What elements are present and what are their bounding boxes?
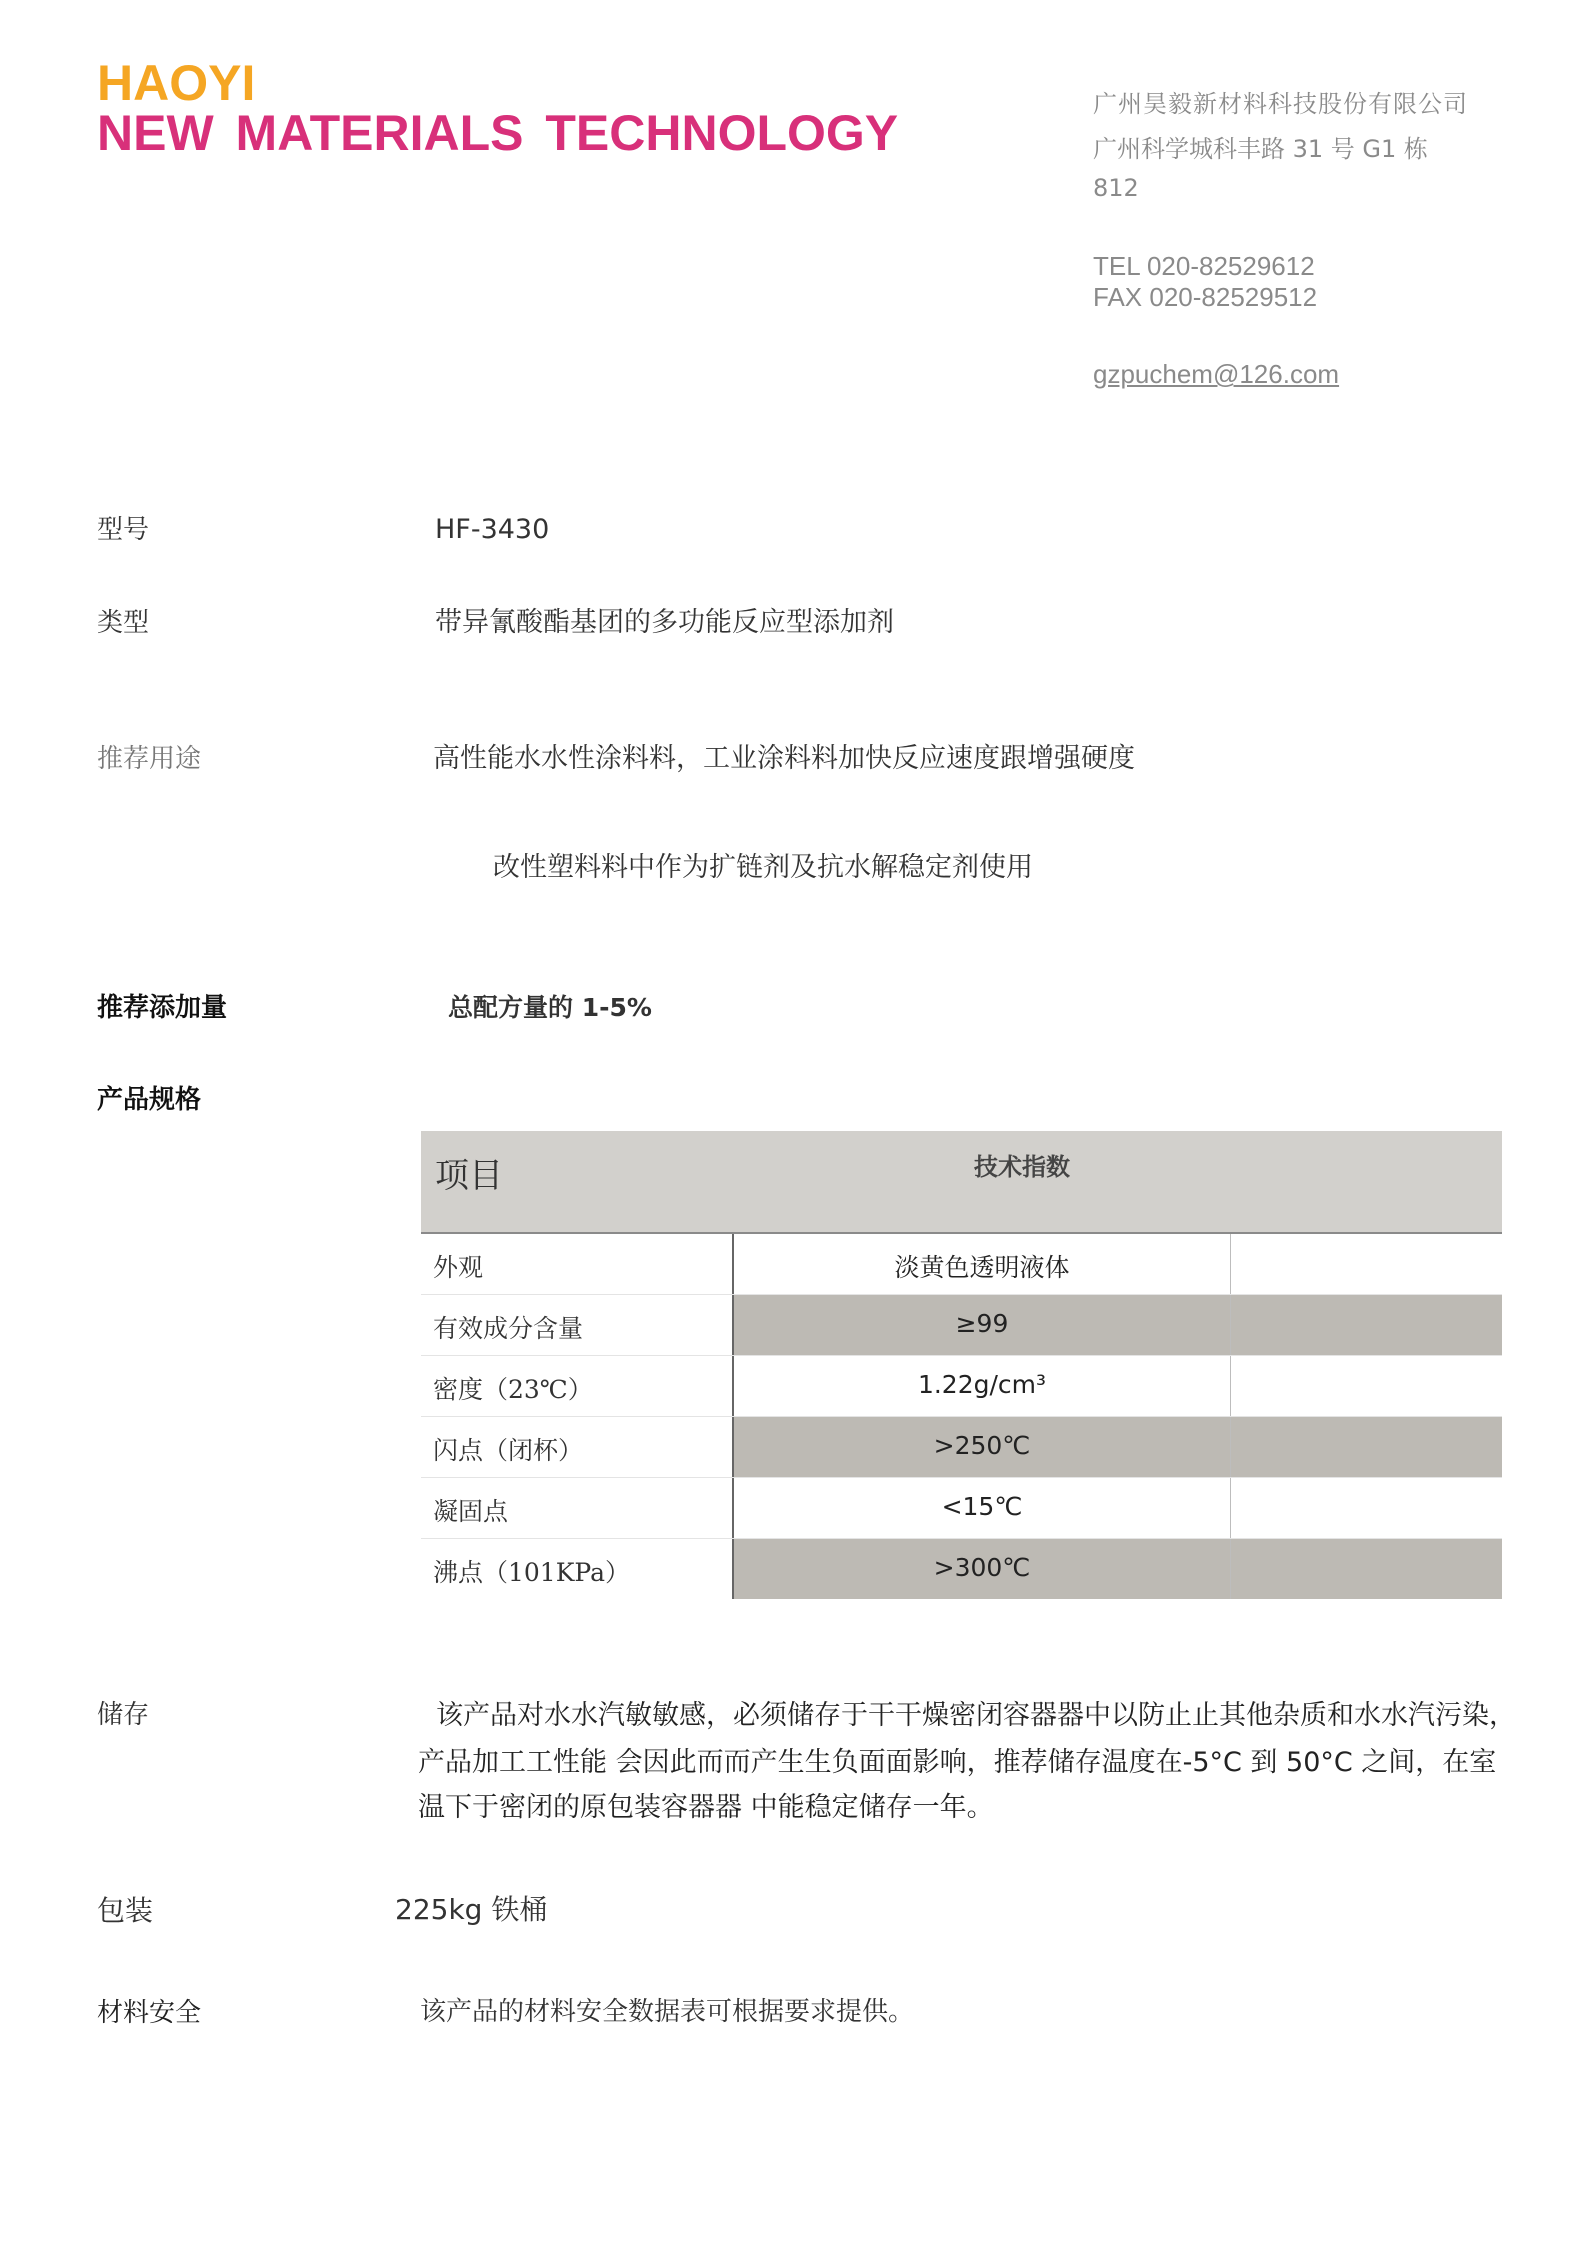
address-line2: 812 bbox=[1093, 174, 1139, 202]
table-row bbox=[421, 1295, 1502, 1356]
dosage-label: 推荐添加量 bbox=[97, 993, 228, 1023]
safety-value: 该产品的材料安全数据表可根据要求提供。 bbox=[420, 1997, 915, 2027]
row-item: 外观 bbox=[433, 1253, 484, 1282]
row-value: ≥99 bbox=[955, 1309, 1009, 1338]
model-label: 型号 bbox=[97, 515, 150, 545]
company-name: 广州昊毅新材料科技股份有限公司 bbox=[1093, 90, 1468, 118]
storage-label: 储存 bbox=[97, 1700, 150, 1730]
header-index: 技术指数 bbox=[974, 1153, 1070, 1181]
telephone: TEL 020-82529612 bbox=[1093, 251, 1315, 281]
email-link[interactable]: gzpuchem@126.com bbox=[1093, 359, 1340, 389]
model-value: HF-3430 bbox=[435, 514, 550, 545]
table-row bbox=[421, 1417, 1502, 1478]
package-label: 包装 bbox=[97, 1894, 154, 1927]
row-value: >250℃ bbox=[933, 1431, 1031, 1460]
table-row bbox=[421, 1478, 1502, 1539]
row-item: 闪点（闭杯） bbox=[433, 1436, 584, 1465]
row-item: 凝固点 bbox=[433, 1497, 509, 1526]
row-value: 淡黄色透明液体 bbox=[894, 1253, 1070, 1282]
spec-label: 产品规格 bbox=[97, 1085, 202, 1115]
table-row bbox=[421, 1234, 1502, 1295]
row-value: >300℃ bbox=[933, 1553, 1031, 1582]
dosage-value: 总配方量的 1-5% bbox=[448, 993, 652, 1022]
package-value: 225kg 铁桶 bbox=[395, 1893, 548, 1926]
table-row bbox=[421, 1356, 1502, 1417]
storage-line2: 产品加工工性能 会因此而而产生生负面面影响，推荐储存温度在-5°C 到 50°C 之间，在室 bbox=[418, 1747, 1497, 1778]
usage-value-line2: 改性塑料料中作为扩链剂及抗水解稳定剂使用 bbox=[493, 852, 1033, 883]
row-item: 有效成分含量 bbox=[433, 1314, 584, 1343]
storage-line1: 该产品对水水汽敏敏感，必须储存于干干燥密闭容器器中以防止止其他杂质和水水汽污染， bbox=[436, 1700, 1516, 1731]
table-header bbox=[421, 1131, 1502, 1234]
type-label: 类型 bbox=[97, 608, 150, 638]
address-line1: 广州科学城科丰路 31 号 G1 栋 bbox=[1093, 135, 1428, 163]
spec-table bbox=[421, 1131, 1502, 1599]
row-item: 密度（23℃） bbox=[433, 1375, 593, 1404]
row-value: 1.22g/cm³ bbox=[917, 1370, 1047, 1399]
row-value: <15℃ bbox=[941, 1492, 1023, 1521]
header-item: 项目 bbox=[435, 1156, 503, 1196]
fax-number: FAX 020-82529512 bbox=[1093, 282, 1318, 312]
usage-value-line1: 高性能水水性涂料料，工业涂料料加快反应速度跟增强硬度 bbox=[433, 743, 1135, 774]
row-item: 沸点（101KPa） bbox=[433, 1558, 630, 1587]
table-row bbox=[421, 1539, 1502, 1599]
safety-label: 材料安全 bbox=[97, 1998, 202, 2028]
brand-name-line2: NEW MATERIALS TECHNOLOGY bbox=[97, 105, 899, 161]
usage-label: 推荐用途 bbox=[97, 744, 202, 774]
type-value: 带异氰酸酯基团的多功能反应型添加剂 bbox=[435, 607, 894, 638]
brand-name-line1: HAOYI bbox=[97, 55, 256, 111]
storage-line3: 温下于密闭的原包装容器器 中能稳定储存一年。 bbox=[418, 1792, 994, 1823]
